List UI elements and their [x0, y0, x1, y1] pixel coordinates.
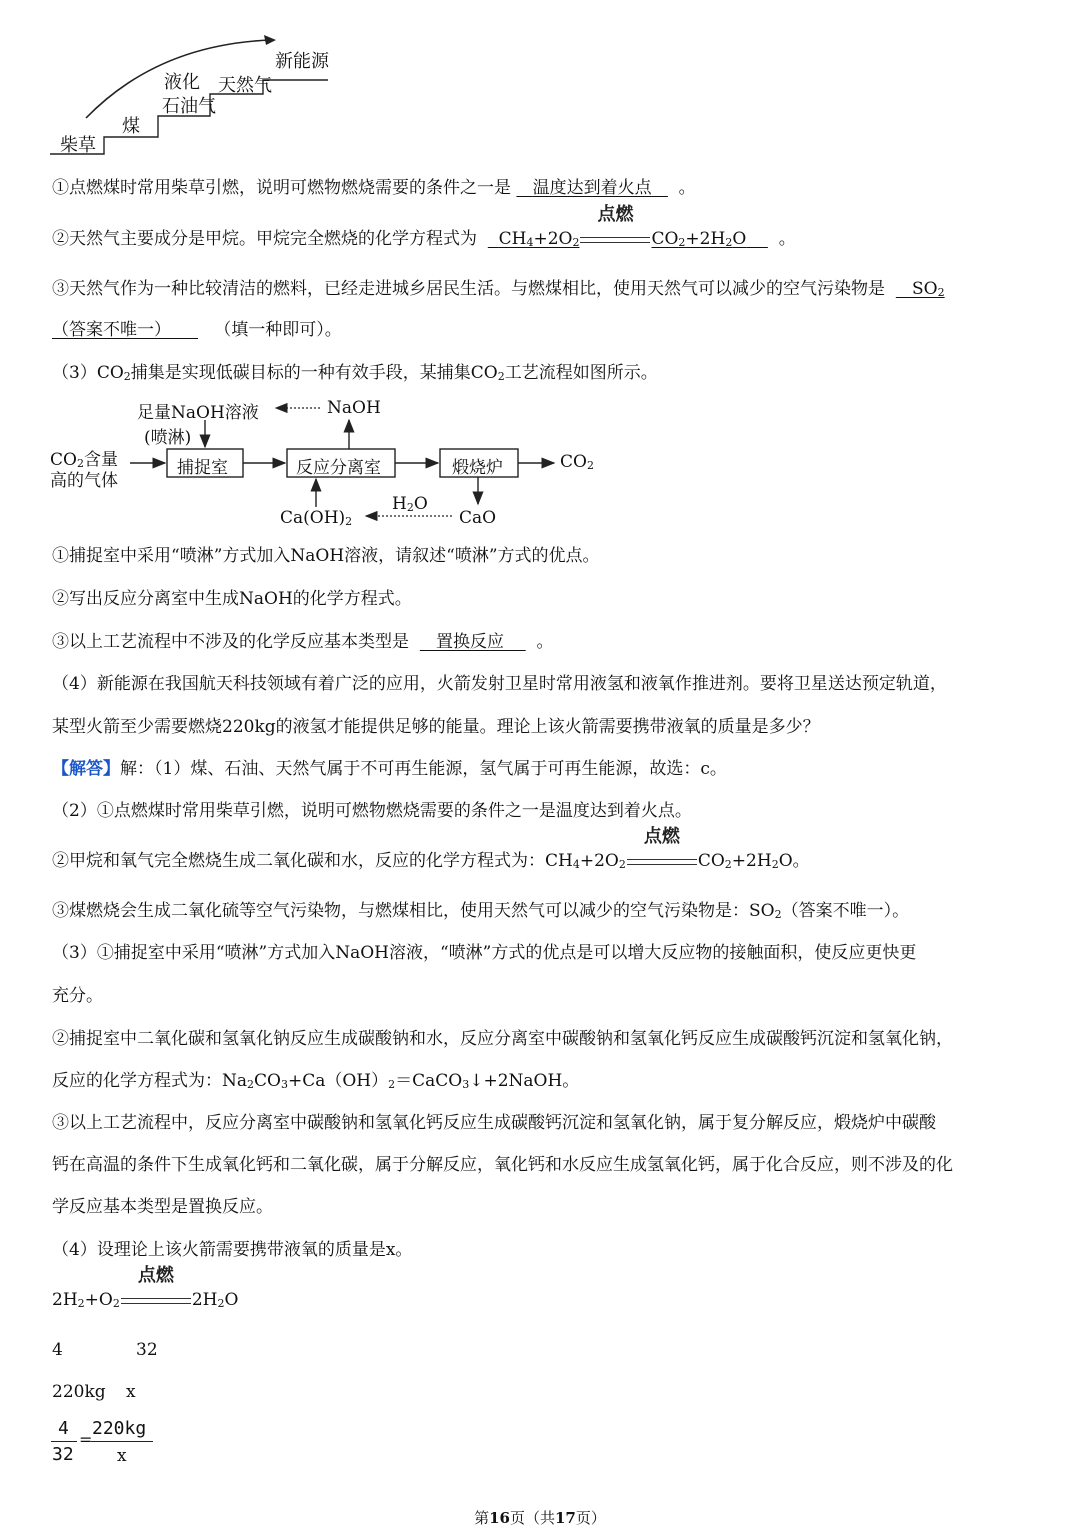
answer-line8: （4）设理论上该火箭需要携带液氧的质量是x。: [52, 1240, 413, 1260]
fraction-den2: x: [117, 1446, 127, 1466]
answer-line4: ③煤燃烧会生成二氧化硫等空气污染物，与燃煤相比，使用天然气可以减少的空气污染物是：$SO_2$（答案不唯一）。: [52, 901, 910, 921]
q2-item1-answer: 温度达到着火点: [532, 178, 652, 198]
q4-line1: （4）新能源在我国航天科技领域有着广泛的应用，火箭发射卫星时常用液氢和液氧作推进剂。要将卫星送达预定轨道，: [52, 674, 947, 694]
flow-gas-line2: 高的气体: [50, 471, 118, 491]
q2-item3-answer2: （答案不唯一）: [52, 320, 171, 340]
ignition-condition: 点燃: [579, 229, 651, 249]
fraction-num1: 4: [58, 1418, 69, 1439]
stair-coal: 煤: [122, 116, 140, 137]
ratio-h2-actual: 220kg: [52, 1382, 106, 1402]
flow-naoh: NaOH: [327, 398, 381, 418]
fraction-bar2: [91, 1441, 153, 1442]
stair-new-energy: 新能源: [275, 51, 329, 72]
answer-line7a: ③以上工艺流程中，反应分离室中碳酸钠和氢氧化钙反应生成碳酸钙沉淀和氢氧化钠，属于复分解反应，煅烧炉中碳酸: [52, 1113, 936, 1133]
q2-item3-cont: （答案不唯一） （填一种即可）。: [52, 320, 342, 340]
ignition-condition: 点燃: [120, 1290, 192, 1310]
answer-line5b: 充分。: [52, 986, 103, 1006]
fraction-den1: 32: [52, 1444, 74, 1465]
q2-item3: [52, 279, 945, 299]
answer-line7c: 学反应基本类型是置换反应。: [52, 1197, 273, 1217]
ratio-o2-mass: 32: [136, 1340, 158, 1360]
answer-equation: $2H_2+O_2$ 点燃 $2H_2O$: [52, 1265, 239, 1310]
q4-line2: 某型火箭至少需要燃烧220kg的液氢才能提供足够的能量。理论上该火箭需要携带液氧的质量是多少？: [52, 717, 820, 737]
q3-item2: ②写出反应分离室中生成NaOH的化学方程式。: [52, 589, 412, 609]
q2-item1: ①点燃煤时常用柴草引燃，说明可燃物燃烧需要的条件之一是 温度达到着火点 。: [52, 178, 696, 198]
q2-item2-text: ②天然气主要成分是甲烷。甲烷完全燃烧的化学方程式为: [52, 229, 477, 249]
flow-naoh-solution: 足量NaOH溶液: [137, 403, 259, 423]
flow-co2-out: $CO_2$: [560, 452, 594, 472]
flow-box-capture-room: 捕捉室: [177, 458, 228, 478]
answer-line6b: 反应的化学方程式为：$Na_2CO_3+Ca(OH)_2=CaCO_3↓+2NaOH$。: [52, 1071, 580, 1091]
q2-item2: ②天然气主要成分是甲烷。甲烷完全燃烧的化学方程式为 $CH_4+2O_2$ 点燃 $CO_2+2H_2O$ 。: [52, 204, 796, 249]
flow-h2o: $H_2O$: [392, 494, 428, 514]
q3-item3: ③以上工艺流程中不涉及的化学反应基本类型是 置换反应 。: [52, 632, 554, 652]
answer-label: 【解答】: [52, 759, 120, 779]
answer-line1: 【解答】解：（1）煤、石油、天然气属于不可再生能源，氢气属于可再生能源，故选：c。: [52, 759, 727, 779]
ratio-h2-mass: 4: [52, 1340, 63, 1360]
q2-item1-text: ①点燃煤时常用柴草引燃，说明可燃物燃烧需要的条件之一是: [52, 178, 511, 198]
flow-gas-line1: $CO_2$含量: [50, 450, 118, 470]
fraction-bar1: [51, 1441, 77, 1442]
footer-total-pages: 17: [555, 1509, 576, 1527]
ratio-x: x: [126, 1382, 136, 1402]
flow-box-furnace: 煅烧炉: [452, 458, 503, 478]
q2-item3-answer1: $SO_2$: [912, 279, 945, 299]
answer-line3: ②甲烷和氧气完全燃烧生成二氧化碳和水，反应的化学方程式为：$CH_4+2O_2$ 点燃 $CO_2+2H_2O$。: [52, 826, 810, 871]
stair-lpg-line2: 石油气: [162, 96, 216, 117]
fraction-num2: 220kg: [92, 1418, 147, 1439]
answer-line6a: ②捕捉室中二氧化碳和氢氧化钠反应生成碳酸钠和水，反应分离室中碳酸钠和氢氧化钙反应生成碳酸钙沉淀和氢氧化钠，: [52, 1029, 953, 1049]
ignition-condition: 点燃: [626, 851, 698, 871]
answer-line5a: （3）①捕捉室中采用“喷淋”方式加入NaOH溶液，“喷淋”方式的优点是可以增大反应物的接触面积，使反应更快更: [52, 943, 917, 963]
footer-page-number: 16: [489, 1509, 510, 1527]
flow-caoh2: $Ca(OH)_2$: [280, 508, 353, 528]
answer-line7b: 钙在高温的条件下生成氧化钙和二氧化碳，属于分解反应，氧化钙和水反应生成氢氧化钙，属于化合反应，则不涉及的化: [52, 1155, 953, 1175]
q3-intro: $(3)CO_2$捕集是实现低碳目标的一种有效手段，某捕集$CO_2$工艺流程如图所示。: [52, 363, 658, 383]
stair-firewood: 柴草: [60, 135, 96, 156]
stair-natural-gas: 天然气: [218, 75, 272, 96]
q2-item2-answer: $CH_4+2O_2$ 点燃 $CO_2+2H_2O$: [498, 204, 747, 249]
answer-line2: （2）①点燃煤时常用柴草引燃，说明可燃物燃烧需要的条件之一是温度达到着火点。: [52, 801, 692, 821]
q2-item3-text: ③天然气作为一种比较清洁的燃料，已经走进城乡居民生活。与燃煤相比，使用天然气可以减少的空气污染物是: [52, 279, 885, 299]
fraction-equals: =: [79, 1430, 93, 1449]
page-footer: 第16页（共17页）: [474, 1509, 606, 1527]
flow-cao: CaO: [459, 508, 497, 528]
stair-lpg-line1: 液化: [164, 72, 200, 93]
q3-item3-answer: 置换反应: [436, 632, 505, 652]
flow-spray: (喷淋): [144, 428, 192, 448]
flow-box-reaction-room: 反应分离室: [296, 458, 381, 478]
q3-item1: ①捕捉室中采用“喷淋”方式加入NaOH溶液，请叙述“喷淋”方式的优点。: [52, 546, 600, 566]
